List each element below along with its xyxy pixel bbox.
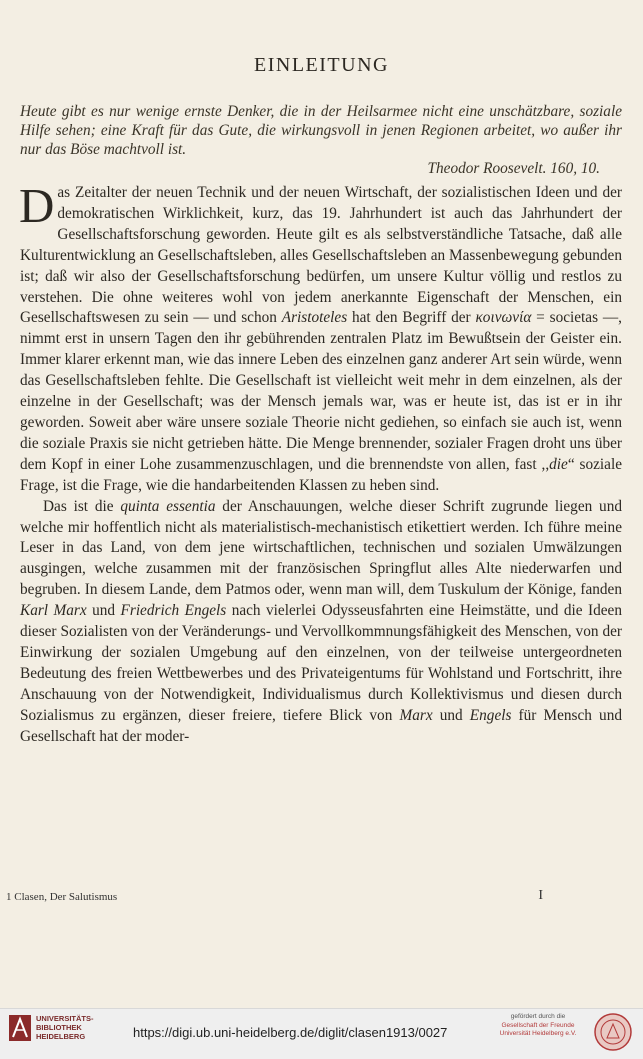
page-heading: EINLEITUNG [254,54,389,76]
text-run: hat den Begriff der [347,309,476,327]
funder-name: Universität Heidelberg e.V. [499,1030,577,1037]
name-engels: Engels [469,706,512,724]
library-name[interactable] [36,1014,94,1041]
library-name-line: UNIVERSITÄTS- [36,1014,94,1023]
epigraph [20,102,622,178]
greek-term: κοινωνία [475,309,532,327]
text-run: as Zeitalter der neuen Technik und der neuen Wirtschaft, der sozialistischen Ideen und der demokratischen Wirklichkeit, kurz, das 19. Jahrhundert ist auch das Jahrhundert der Gesellschaftsforschung geworden. Heute gilt es als selbstverständliche Tatsache, daß alle Kulturentwicklung an Gesellschaftsleben, alles Gesellschaftsleben an Massenbewegung gebunden ist; daß wir also der Gesellschaftsforschung bedürfen, um unsere Kultur völlig und restlos zu verstehen. Die ohne weiteres wohl von jedem anerkannte Eigenschaft der Menschen, ein Gesellschaftswesen zu sein — und schon [20,184,622,327]
library-name-line: HEIDELBERG [36,1032,86,1041]
text-run: “ soziale Frage, ist die Frage, wie die handarbeitenden Klassen zu heben sind. [20,455,622,494]
drop-cap: D [19,178,55,233]
paragraph-2 [20,497,622,748]
name-marx: Marx [399,706,433,724]
funder-credit[interactable] [490,1013,586,1039]
name-aristoteles: Aristoteles [281,309,348,327]
paragraph-1 [19,178,622,497]
funded-by-label: gefördert durch die [510,1013,566,1020]
text-run: der Anschauungen, welche dieser Schrift zugrunde liegen und welche mir hoffentlich nicht als materialistisch-mechanistisch etikettiert werden. Ich führe meine Leser in das Land, von dem jene wirtschaftlichen, technischen und sozialen Umwälzungen ausgingen, welche zusammen mit der französischen Springflut alles Alte niederwarfen und begruben. In diesem Lande, dem Patmos oder, wenn man will, dem Tuskulum der Könige, fanden [20,497,622,599]
text-run: Das ist die [43,497,121,515]
text-run: und [432,706,470,724]
signature-line: 1 Clasen, Der Salutismus [6,891,118,903]
funder-name: Gesellschaft der Freunde [501,1021,575,1029]
name-friedrich-engels: Friedrich Engels [120,602,227,620]
body-text [19,178,623,747]
text-run: = societas —, nimmt erst in unsern Tagen den ihr gebührenden zentralen Platz im Bewußtsein der Geister ein. Immer klarer erkennt man, wie das innere Leben des einzelnen ganz anderer Art sein würde, wenn das Gesellschaftsleben fehlte. Die Gesellschaft ist vielleicht weit mehr in dem einzelnen, als der einzelne in der Gesellschaft; was der Mensch jemals war, was er heute ist, das ist er in ihr geworden. Soweit aber wäre unsere soziale Theorie nicht gediehen, so einfach sie auch ist, wenn die soziale Praxis sie nicht getrieben hätte. Die Menge brennender, sozialer Fragen droht uns über dem Kopf in einer Lohe zusammenzuschlagen, und die brennendste von allen, fast ,, [20,309,622,473]
text-run: und [86,602,121,620]
epigraph-text: Heute gibt es nur wenige ernste Denker, die in der Heilsarmee nicht eine unschätzbare, soziale Hilfe sehen; eine Kraft für das Gute, die wirkungsvoll in jenen Regionen arbeitet, wo außer ihr nur das Böse machtvoll ist. [20,103,622,158]
sheet-mark: I [538,888,543,903]
library-logo-icon[interactable] [8,1013,32,1043]
text-run: für Mensch und Gesellschaft hat der moder- [20,706,623,745]
library-name-line: BIBLIOTHEK [36,1023,82,1032]
name-karl-marx: Karl Marx [20,602,87,620]
university-seal-icon [594,1013,632,1051]
emphasis-quinta-essentia: quinta essentia [120,497,216,515]
emphasis-die: die [549,455,568,473]
epigraph-source: Theodor Roosevelt. 160, 10. [427,160,600,177]
permalink-url[interactable]: https://digi.ub.uni-heidelberg.de/diglit/clasen1913/0027 [133,1025,448,1040]
text-run: nach vielerlei Odysseusfahrten eine Heimstätte, und die Ideen dieser Sozialisten von der Veränderungs- und Vervollkommnungsfähigkeit des Menschen, von der Einwirkung der sozialen Umgebung auf den einzelnen, von der teilweise untergeordneten Bedeutung des freien Wettbewerbes und des Privateigentums für Wohlstand und Fortschritt, ihre Anschauung von der Notwendigkeit, Individualismus durch Kollektivismus und diesen durch Sozialismus zu ergänzen, dieser freiere, tiefere Blick von [20,602,622,724]
